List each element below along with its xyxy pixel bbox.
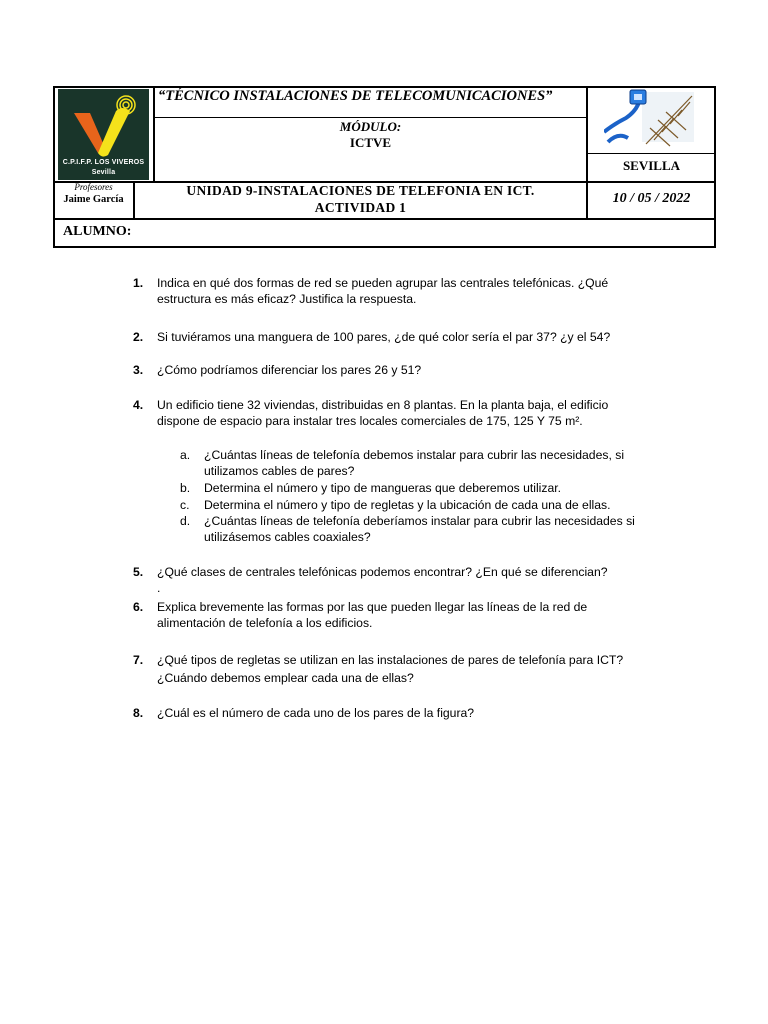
subquestion-letter: a. <box>180 448 191 462</box>
subquestion-text: ¿Cuántas líneas de telefonía deberíamos instalar para cubrir las necesidades si <box>204 514 635 528</box>
city-label: SEVILLA <box>622 158 681 173</box>
school-name: C.P.I.F.P. LOS VIVEROS <box>62 159 145 166</box>
module-label: MÓDULO: <box>339 119 402 134</box>
subquestion-text: utilizásemos cables coaxiales? <box>204 530 371 545</box>
question-text: Indica en qué dos formas de red se pueden agrupar las centrales telefónicas. ¿Qué <box>157 276 609 290</box>
question-number: 5. <box>133 565 144 579</box>
school-logo <box>58 89 149 180</box>
question-text: ¿Cuál es el número de cada uno de los pares de la figura? <box>157 706 475 720</box>
student-row <box>53 218 716 248</box>
question-text: ¿Cómo podríamos diferenciar los pares 26 y 51? <box>157 363 422 377</box>
network-cable-antenna-icon <box>604 88 696 152</box>
question-text: . <box>157 581 161 596</box>
question-number: 4. <box>133 398 144 412</box>
question-number: 6. <box>133 600 144 614</box>
question-text: estructura es más eficaz? Justifica la respuesta. <box>157 292 417 307</box>
question-number: 3. <box>133 363 144 377</box>
subquestion-letter: d. <box>180 514 191 528</box>
question-text: Si tuviéramos una manguera de 100 pares, ¿de qué color sería el par 37? ¿y el 54? <box>157 330 611 344</box>
question-text: Explica brevemente las formas por las que pueden llegar las líneas de la red de <box>157 600 588 614</box>
subquestion-text: Determina el número y tipo de regletas y la ubicación de cada una de ellas. <box>204 497 611 512</box>
course-title: “TÉCNICO INSTALACIONES DE TELECOMUNICACIONES” <box>158 88 553 104</box>
question-number: 1. <box>133 276 144 290</box>
module-name: ICTVE <box>349 135 392 150</box>
activity-title: ACTIVIDAD 1 <box>314 200 407 215</box>
school-city: Sevilla <box>91 169 116 176</box>
question-number: 7. <box>133 653 144 667</box>
subquestion-letter: c. <box>180 497 190 512</box>
question-text: ¿Qué tipos de regletas se utilizan en las instalaciones de pares de telefonía para ICT? <box>157 653 624 667</box>
date: 10 / 05 / 2022 <box>612 191 691 206</box>
student-label: ALUMNO: <box>63 224 132 239</box>
v-logo-icon <box>72 107 134 157</box>
subquestion-letter: b. <box>180 481 191 495</box>
question-text: Un edificio tiene 32 viviendas, distribuidas en 8 plantas. En la planta baja, el edificio <box>157 398 609 412</box>
subquestion-text: utilizamos cables de pares? <box>204 464 355 479</box>
question-text: dispone de espacio para instalar tres locales comerciales de 175, 125 Y 75 m². <box>157 414 583 429</box>
question-text: ¿Qué clases de centrales telefónicas podemos encontrar? ¿En qué se diferencian? <box>157 565 608 579</box>
subquestion-text: Determina el número y tipo de mangueras que deberemos utilizar. <box>204 481 562 495</box>
question-number: 8. <box>133 706 144 720</box>
subquestion-text: ¿Cuántas líneas de telefonía debemos instalar para cubrir las necesidades, si <box>204 448 625 462</box>
question-text: ¿Cuándo debemos emplear cada una de ellas? <box>157 670 414 685</box>
question-text: alimentación de telefonía a los edificios. <box>157 616 373 631</box>
unit-title: UNIDAD 9-INSTALACIONES DE TELEFONIA EN ICT. <box>186 183 535 198</box>
teacher-name: Jaime García <box>63 194 124 205</box>
question-number: 2. <box>133 330 144 344</box>
teachers-label: Profesores <box>74 182 113 192</box>
